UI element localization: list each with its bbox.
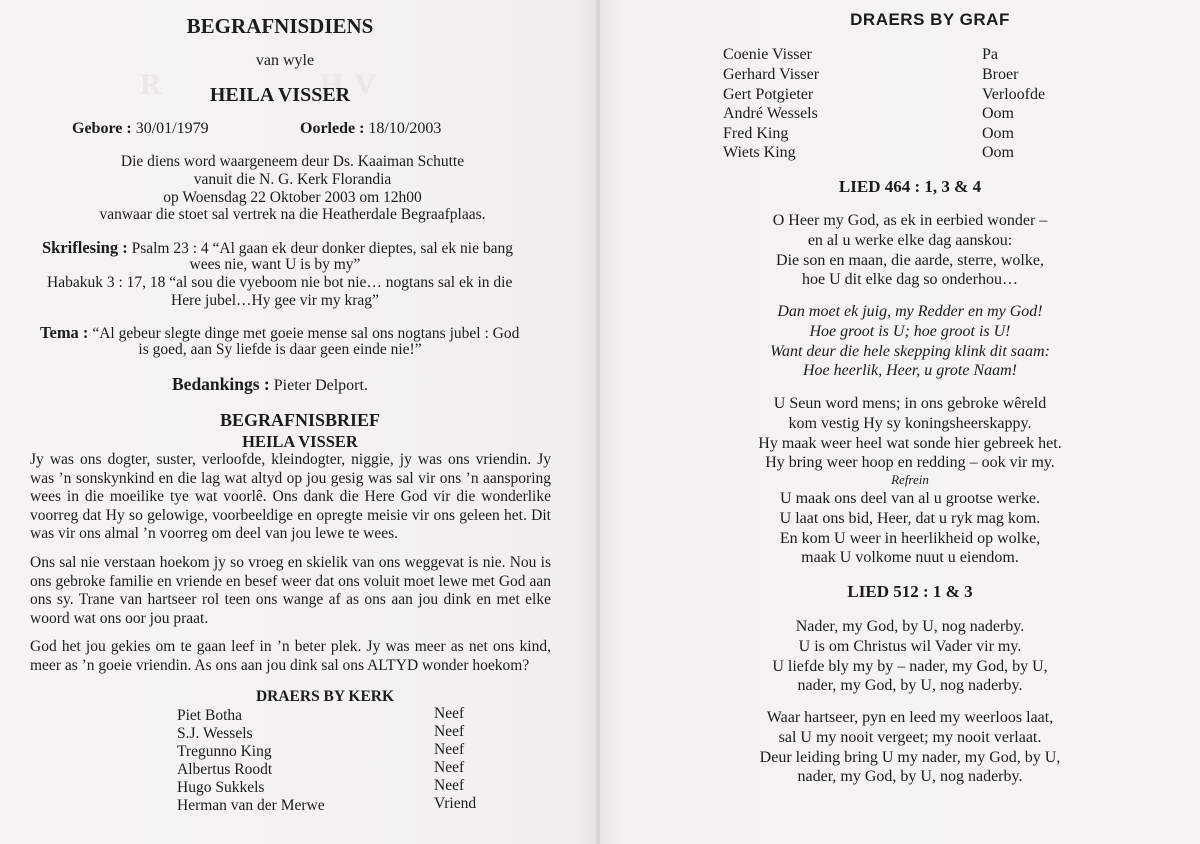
bearer-relation: Pa — [982, 46, 998, 63]
verse-line: kom vestig Hy sy koningsheerskappy. — [788, 414, 1032, 432]
bearer-name: Gert Potgieter — [723, 86, 814, 103]
born-line — [72, 120, 209, 138]
bearer-relation: Oom — [982, 125, 1014, 142]
bearer-name: André Wessels — [723, 105, 818, 122]
verse-line: U is om Christus wil Vader vir my. — [798, 637, 1022, 655]
verse-line: Hy maak weer heel wat sonde hier gebreek het. — [758, 434, 1062, 452]
scripture-text-2: wees nie, want U is by my” — [189, 256, 361, 273]
bearer-relation: Neef — [434, 705, 465, 722]
verse-line: Die son en maan, die aarde, sterre, wolke, — [776, 251, 1044, 269]
bearer-relation: Neef — [434, 723, 465, 740]
show-through-ghost: R — [140, 68, 164, 101]
bearers-grave-heading: DRAERS BY GRAF — [850, 10, 1010, 29]
scripture-label: Skriflesing : — [42, 238, 128, 257]
bearer-name: S.J. Wessels — [177, 725, 253, 742]
letter-name: HEILA VISSER — [242, 432, 358, 451]
verse-line: maak U volkome nuut u eiendom. — [801, 549, 1019, 567]
verse-line: Hoe heerlik, Heer, u grote Naam! — [802, 362, 1018, 380]
hymn-464-verse-4 — [640, 489, 1180, 568]
verse-line: Dan moet ek juig, my Redder en my God! — [777, 303, 1043, 320]
verse-line: Waar hartseer, pyn en leed my weerloos laat, — [766, 709, 1054, 726]
bearer-relation: Oom — [982, 105, 1014, 122]
letter-paragraph-3: God het jou gekies om te gaan leef in ’n beter plek. Jy was meer as net ons kind, meer as ’n goeie vriendin. As ons aan jou dink sal ons ALTYD wonder hoekom? — [30, 638, 551, 674]
theme-text-1: “Al gebeur slegte dinge met goeie mense sal ons nogtans jubel : God — [92, 325, 520, 342]
bearer-name: Piet Botha — [177, 707, 243, 724]
scripture-text-3: Habakuk 3 : 17, 18 “al sou die vyeboom nie bot nie… nogtans sal ek in die — [47, 274, 513, 291]
service-line-2: vanuit die N. G. Kerk Florandia — [193, 171, 392, 188]
born-label: Gebore : — [72, 120, 132, 137]
bearer-name: Coenie Visser — [723, 46, 812, 63]
bearer-name: Wiets King — [723, 144, 796, 161]
bearer-relation: Broer — [982, 66, 1019, 83]
verse-line: U laat ons bid, Heer, dat u ryk mag kom. — [779, 509, 1041, 527]
verse-line: Want deur die hele skepping klink dit saam: — [770, 342, 1050, 360]
bearer-relation: Neef — [434, 759, 465, 776]
verse-line: nader, my God, by U, nog naderby. — [797, 768, 1023, 786]
bearer-name: Albertus Roodt — [177, 761, 273, 778]
verse-line: nader, my God, by U, nog naderby. — [797, 677, 1023, 695]
thanks-value: Pieter Delport. — [273, 377, 368, 394]
verse-line: sal U my nooit vergeet; my nooit verlaat. — [778, 728, 1042, 746]
verse-line: U maak ons deel van al u grootse werke. — [780, 490, 1040, 507]
bearer-name: Hugo Sukkels — [177, 779, 265, 796]
hymn-464-heading: LIED 464 : 1, 3 & 4 — [838, 177, 982, 196]
verse-line: Hoe groot is U; hoe groot is U! — [809, 322, 1011, 340]
bearer-relation: Oom — [982, 144, 1014, 161]
letter-paragraph-2: Ons sal nie verstaan hoekom jy so vroeg en skielik van ons weggevat is nie. Nou is ons gebroke familie en vriende en besef weer dat ons voluit moet lewe met God aan ons sy. Trane van hartseer rol teen ons wange af as ons aan jou dink en met elke woord wat ons oor jou praat. — [30, 554, 551, 627]
hymn-464-chorus — [640, 302, 1180, 381]
verse-line: Hy bring weer hoop en redding – ook vir my. — [765, 454, 1055, 472]
scripture-text-1: Psalm 23 : 4 “Al gaan ek deur donker dieptes, sal ek nie bang — [131, 240, 513, 257]
service-line-4: vanwaar die stoet sal vertrek na die Heatherdale Begraafplaas. — [99, 206, 486, 223]
bearer-name: Fred King — [723, 125, 789, 142]
verse-line: En kom U weer in heerlikheid op wolke, — [779, 529, 1041, 547]
list-item — [177, 797, 325, 815]
list-item — [177, 779, 264, 797]
verse-line: Deur leiding bring U my nader, my God, by U, — [759, 748, 1061, 766]
verse-line: U liefde bly my by – nader, my God, by U, — [772, 657, 1048, 675]
verse-line: en al u werke elke dag aanskou: — [807, 231, 1013, 249]
list-item — [177, 725, 253, 743]
bearer-relation: Verloofde — [982, 86, 1046, 103]
theme-text-2: is goed, aan Sy liefde is daar geen einde nie!” — [138, 341, 422, 358]
bearer-name: Tregunno King — [177, 743, 272, 760]
bearer-name: Gerhard Visser — [723, 66, 820, 83]
letter-heading: BEGRAFNISBRIEF — [219, 410, 381, 430]
bearers-church-heading: DRAERS BY KERK — [255, 688, 395, 705]
bearer-relation: Neef — [434, 741, 465, 758]
van-wyle-label: van wyle — [255, 52, 315, 69]
theme-line-1 — [40, 323, 519, 343]
hymn-464-verse-3 — [640, 394, 1180, 473]
thanks-label: Bedankings : — [172, 374, 270, 394]
scripture-text-4: Here jubel…Hy gee vir my krag” — [171, 292, 379, 309]
letter-paragraph-1: Jy was ons dogter, suster, verloofde, kleindogter, niggie, jy was ons vriendin. Jy was ’n sonskynkind en die lag wat altyd op jou gesig was sal vir ons ’n aansporing wees in die moeilike tye wat voorlê. Ons dank die Here God vir die wonderlike voorreg dat Hy so gelowige, voorbeeldige en opregte meisie vir ons geleen het. Dit was vir ons almal ’n voorreg om deel van jou lewe te wees. — [30, 451, 551, 543]
list-item — [177, 743, 272, 761]
service-line-3: op Woensdag 22 Oktober 2003 om 12h00 — [163, 189, 422, 206]
thanks-line — [172, 374, 368, 395]
hymn-464-verse-1 — [640, 211, 1180, 290]
verse-line: Nader, my God, by U, nog naderby. — [795, 618, 1025, 635]
died-line — [300, 120, 441, 138]
hymn-512-verse-3 — [640, 708, 1180, 787]
died-value: 18/10/2003 — [368, 120, 442, 137]
show-through-ghost: H V — [320, 68, 378, 101]
died-label: Oorlede : — [300, 120, 365, 137]
bearer-relation: Vriend — [434, 795, 477, 812]
verse-line: U Seun word mens; in ons gebroke wêreld — [773, 395, 1047, 412]
theme-label: Tema : — [40, 323, 89, 342]
scripture-line-1 — [42, 238, 513, 258]
deceased-name: HEILA VISSER — [209, 84, 351, 106]
refrain-label: Refrein — [891, 472, 929, 487]
born-value: 30/01/1979 — [135, 120, 209, 137]
verse-line: O Heer my God, as ek in eerbied wonder – — [772, 212, 1048, 229]
verse-line: hoe U dit elke dag so onderhou… — [802, 271, 1018, 289]
hymn-512-heading: LIED 512 : 1 & 3 — [847, 582, 973, 601]
bearer-relation: Neef — [434, 777, 465, 794]
list-item — [177, 761, 272, 779]
hymn-512-verse-1 — [640, 617, 1180, 696]
bearer-name: Herman van der Merwe — [177, 797, 325, 814]
service-line-1: Die diens word waargeneem deur Ds. Kaaiman Schutte — [120, 153, 465, 170]
service-heading: BEGRAFNISDIENS — [186, 14, 374, 38]
list-item — [177, 707, 242, 725]
